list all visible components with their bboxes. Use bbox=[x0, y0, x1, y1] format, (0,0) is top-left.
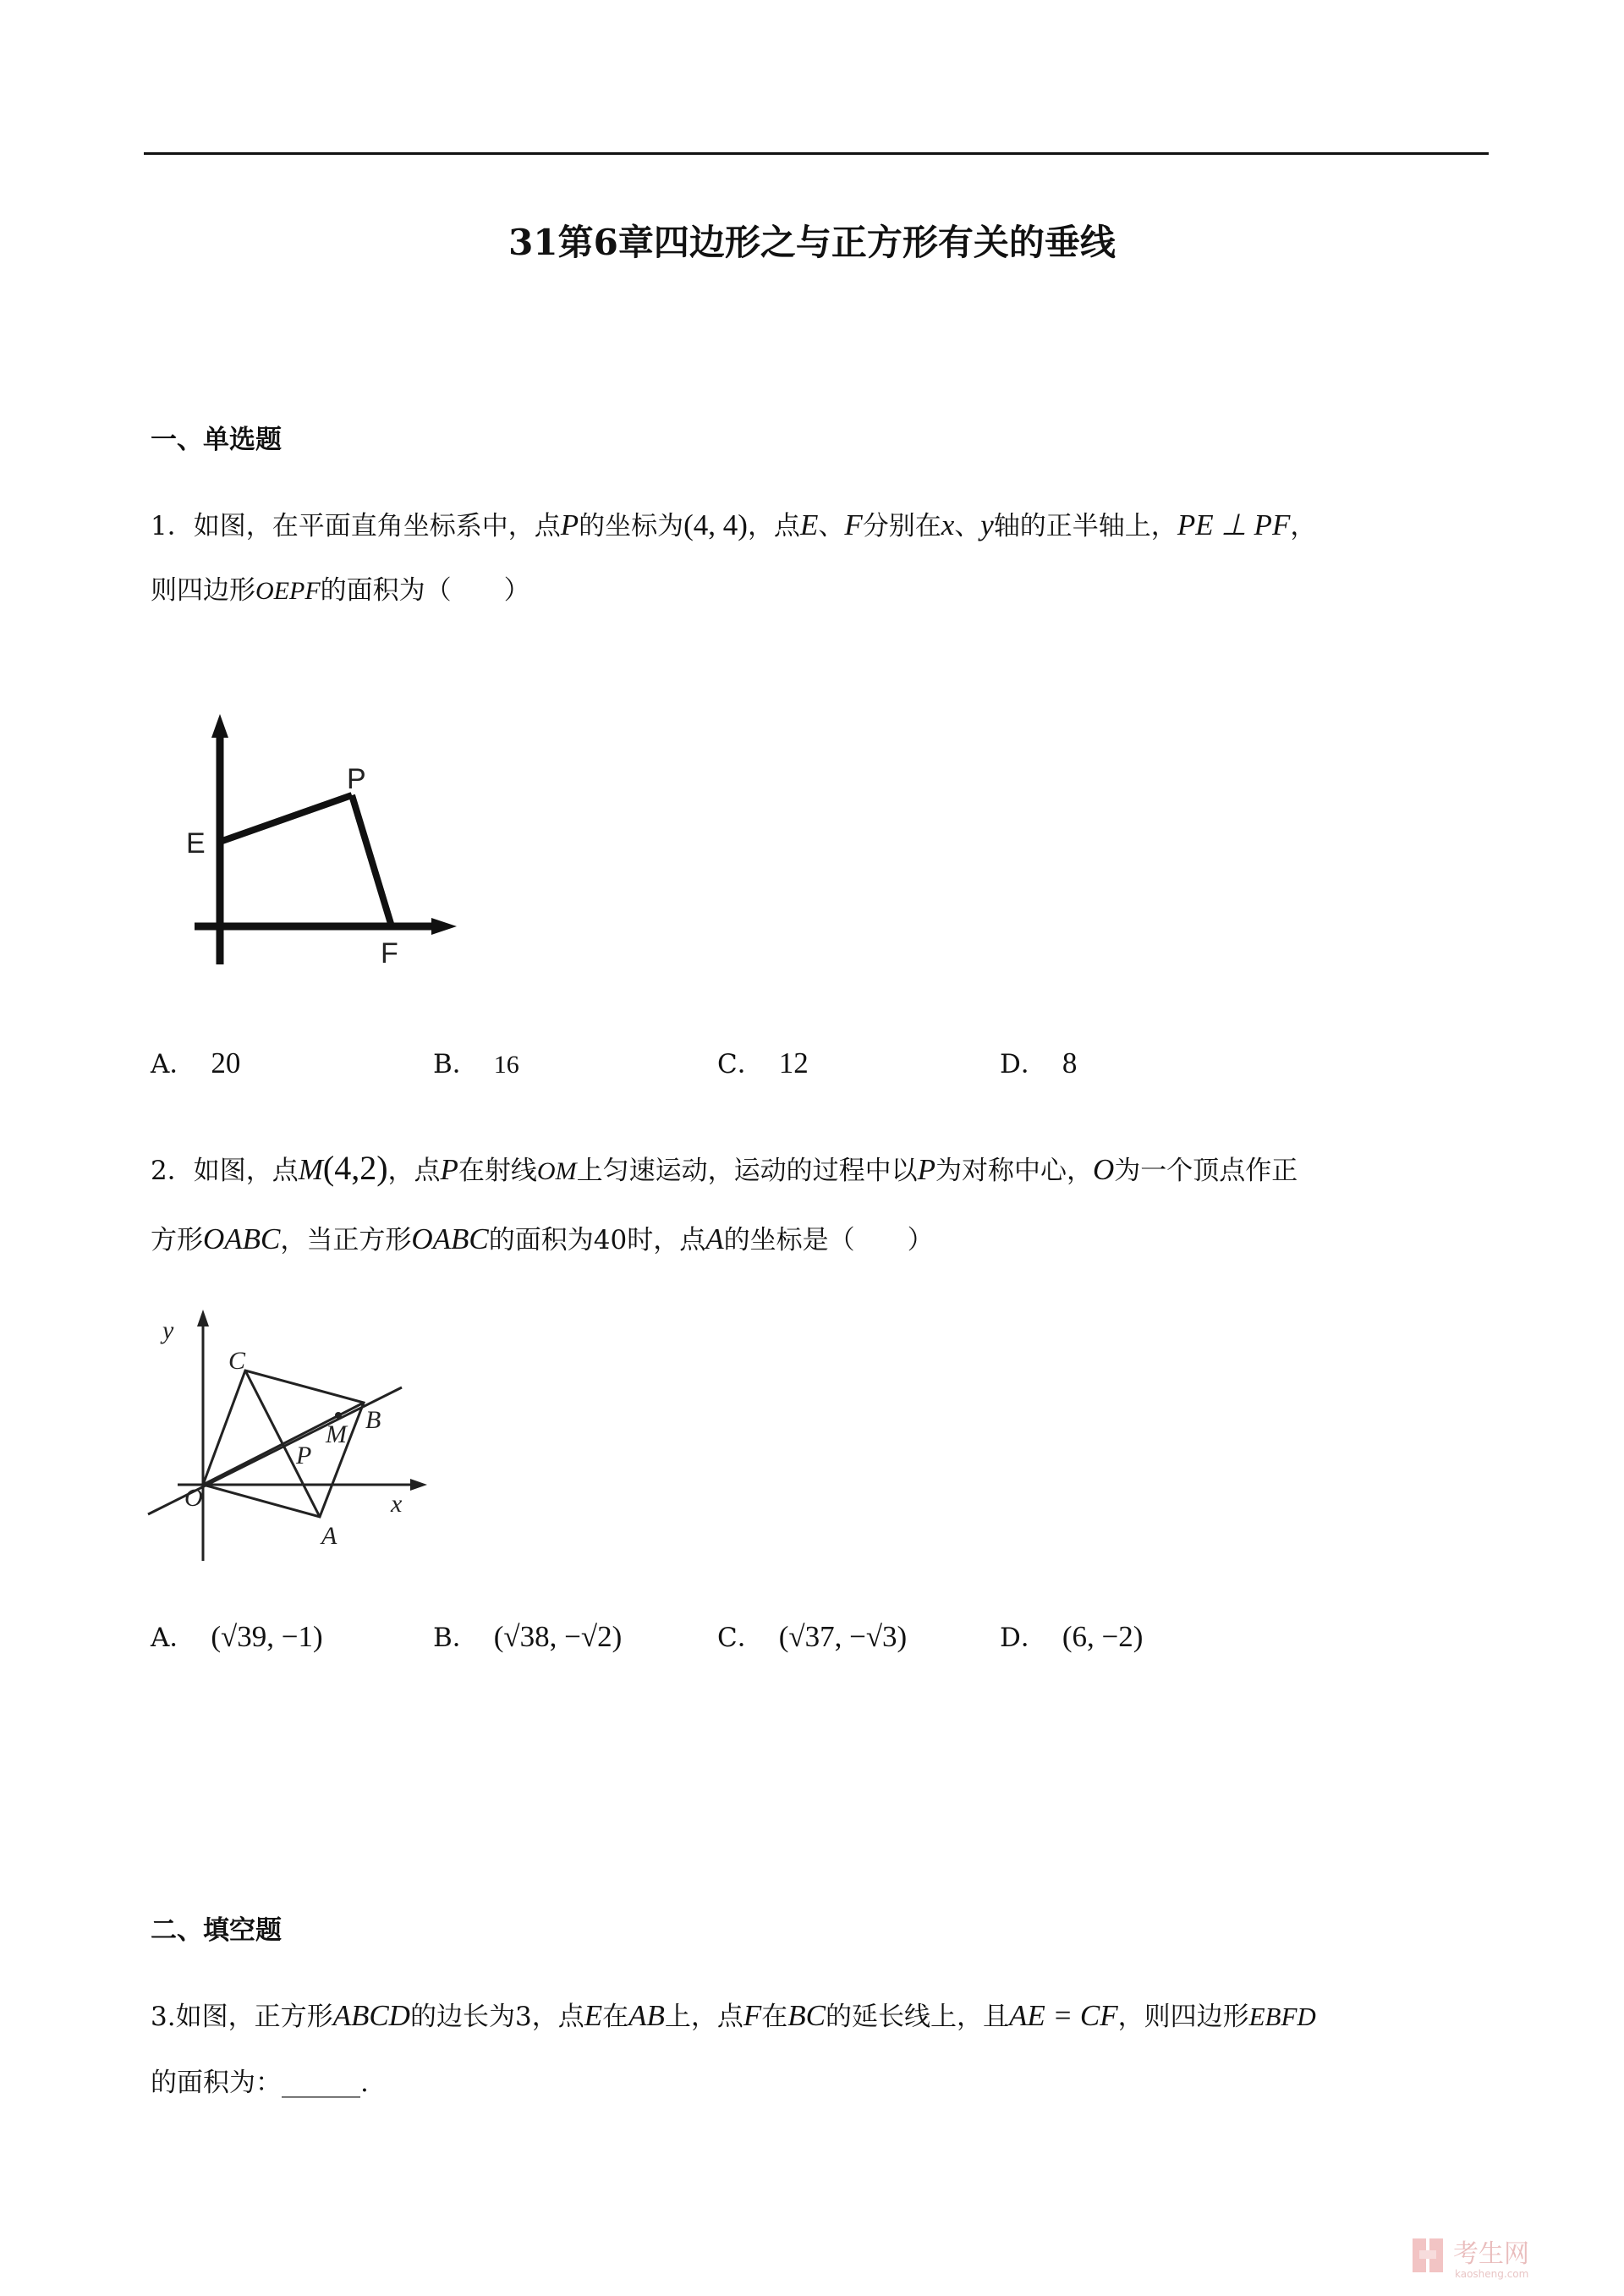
fig2-label-B: B bbox=[365, 1406, 381, 1434]
question-2-line-2: 方形OABC，当正方形OABC的面积为40时，点A的坐标是（ ） bbox=[151, 1222, 934, 1255]
fig2-label-P: P bbox=[296, 1442, 312, 1469]
watermark-domain: kaosheng.com bbox=[1455, 2268, 1529, 2280]
y-axis-arrow-icon bbox=[197, 1310, 209, 1327]
watermark-brand: 考生网 bbox=[1453, 2239, 1529, 2269]
fig2-label-y: y bbox=[162, 1316, 174, 1344]
fig1-label-F: F bbox=[381, 937, 398, 969]
fig1-label-E: E bbox=[186, 827, 206, 860]
figure-q2 bbox=[144, 1303, 431, 1565]
fig2-label-C: C bbox=[228, 1347, 246, 1375]
point-M bbox=[335, 1412, 342, 1419]
question-2: 2．如图，点M(4,2)，点P在射线OM上匀速运动，运动的过程中以P为对称中心，O为一个顶点作正 bbox=[151, 1149, 1298, 1187]
q1-option-a[interactable]: A． 20 bbox=[151, 1046, 241, 1079]
q2-option-a[interactable]: A． (√39, −1) bbox=[151, 1620, 323, 1653]
x-axis-arrow-icon bbox=[431, 918, 457, 935]
q2-option-c[interactable]: C． (√37, −√3) bbox=[717, 1620, 908, 1653]
brand-watermark bbox=[1407, 2230, 1602, 2281]
section-heading-fill-blank: 二、填空题 bbox=[151, 1915, 282, 1946]
q2-option-d[interactable]: D． (6, −2) bbox=[1000, 1620, 1144, 1653]
question-3-line-2: 的面积为：______. bbox=[151, 2068, 369, 2098]
q1-option-b[interactable]: B． 16 bbox=[433, 1049, 519, 1079]
q1-option-c[interactable]: C． 12 bbox=[717, 1046, 809, 1079]
y-axis-arrow-icon bbox=[211, 714, 228, 738]
fig2-label-A: A bbox=[321, 1522, 337, 1550]
fig2-label-M: M bbox=[326, 1420, 347, 1448]
page-title: 31第6章四边形之与正方形有关的垂线 bbox=[508, 222, 1116, 263]
figure-q1 bbox=[186, 711, 465, 973]
fig2-label-O: O bbox=[184, 1484, 203, 1512]
section-heading-single-choice: 一、单选题 bbox=[151, 425, 282, 455]
fig1-label-P: P bbox=[347, 763, 366, 795]
top-rule bbox=[144, 152, 1489, 155]
question-1: 1．如图，在平面直角坐标系中，点P的坐标为(4, 4)，点E、F分别在x、y轴的正半轴上，PE ⊥ PF， bbox=[151, 508, 1317, 541]
x-axis-arrow-icon bbox=[410, 1479, 427, 1491]
question-3: 3.如图，正方形ABCD的边长为3，点E在AB上，点F在BC的延长线上，且AE = CF，则四边形EBFD bbox=[151, 1999, 1316, 2032]
q2-option-b[interactable]: B． (√38, −√2) bbox=[433, 1620, 623, 1653]
q1-option-d[interactable]: D． 8 bbox=[1000, 1046, 1078, 1079]
fig2-label-x: x bbox=[391, 1490, 403, 1518]
question-1-line-2: 则四边形OEPF的面积为（ ） bbox=[151, 575, 530, 606]
